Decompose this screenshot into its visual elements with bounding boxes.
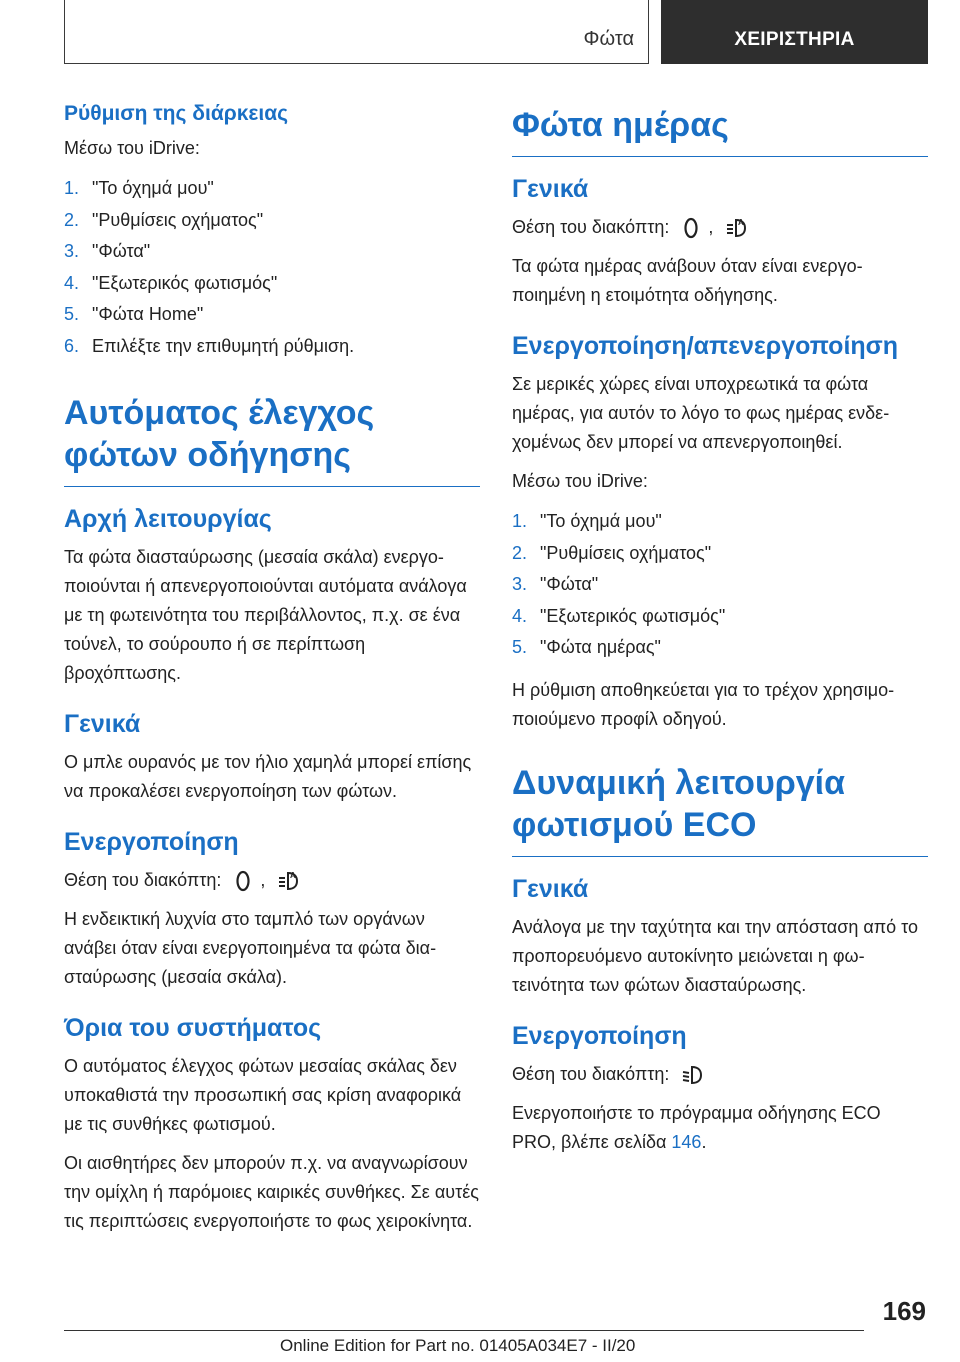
principle-title: Αρχή λειτουργίας (64, 505, 272, 533)
svg-text:A: A (290, 871, 297, 881)
eco-general-title: Γενικά (512, 874, 589, 903)
page-reference-link[interactable]: 146 (671, 1131, 702, 1152)
onoff-title: Ενεργοποίηση/απενεργοποίηση (512, 332, 899, 360)
daylight-general-text: Τα φώτα ημέρας ανάβουν όταν είναι ενεργοποιημένη η ετοιμότητα οδήγησης. (512, 256, 863, 305)
list-item: 5. "Φώτα Home" (64, 304, 204, 324)
switch-position-line: Θέση του διακόπτη: , A (64, 866, 480, 895)
list-item: 1. "Το όχημά μου" (64, 178, 214, 198)
right-column (512, 96, 928, 1167)
via-idrive-text: Μέσω του iDrive: (512, 471, 648, 491)
general-title: Γενικά (64, 710, 141, 738)
principle-text: Τα φώτα διασταύρωσης (μεσαία σκάλα) ενεργοποιούνται ή απενεργοποιούνται αυτόματα ανάλογα με τη φωτεινότητα του περιβάλλοντος, π.χ. σε ένα τούνελ, το σούρουπο ή σε περίπτωση βροχόπτωσης. (64, 547, 467, 683)
setting-saved-text: Η ρύθμιση αποθηκεύεται για το τρέχον χρησιμοποιούμενο προφίλ οδηγού. (512, 679, 895, 729)
eco-activate-text: Ενεργοποιήστε το πρόγραμμα οδήγησης ECO PRO, βλέπε σελίδα 146. (512, 1102, 881, 1152)
via-idrive-text: Μέσω του iDrive: (64, 138, 200, 158)
list-item: 5. "Φώτα ημέρας" (512, 637, 661, 657)
low-beam-icon (680, 1063, 702, 1087)
footer-divider (64, 1330, 864, 1331)
eco-activation-title: Ενεργοποίηση (512, 1021, 687, 1050)
list-item: 3. "Φώτα" (512, 574, 599, 594)
svg-text:A: A (738, 218, 745, 228)
page-number: 169 (882, 1296, 926, 1326)
activation-text: Η ενδεικτική λυχνία στο ταμπλό των οργάνων ανάβει όταν είναι ενεργοποιημένα τα φώτα διασταύρωσης (μεσαία σκάλα). (64, 909, 437, 987)
eco-general-text: Ανάλογα με την ταχύτητα και την απόσταση από το προπορευόμενο αυτοκίνητο μειώνεται η φωτεινότητα των φώτων διασταύρωσης. (512, 916, 919, 995)
limits-title: Όρια του συστήματος (64, 1014, 322, 1042)
daylight-switch-line: Θέση του διακόπτη: , A (512, 213, 928, 242)
limits-text-2: Οι αισθητήρες δεν μπορούν π.χ. να αναγνωρίσουν την ομίχλη ή παρόμοιες καιρικές συνθήκες. Σε αυτές τις περιπτώσεις ενεργοποιήστε το φως χειροκίνητα. (64, 1153, 479, 1231)
left-column (64, 96, 480, 1246)
auto-light-icon (276, 869, 298, 893)
auto-light-icon (724, 216, 746, 240)
edition-text: Online Edition for Part no. 01405A034E7 - II/20 (280, 1336, 636, 1355)
onoff-text: Σε μερικές χώρες είναι υποχρεωτικά τα φώτα ημέρας, για αυτόν το λόγο το φως ημέρας ενδεχομένως δεν μπορεί να απενεργοποιηθεί. (512, 374, 890, 452)
list-item: 6. Επιλέξτε την επιθυμητή ρύθμιση. (64, 335, 355, 356)
daylight-title: Φώτα ημέρας (512, 104, 928, 157)
section-label: ΧΕΙΡΙΣΤΗΡΙΑ (661, 0, 928, 64)
duration-steps-list (64, 173, 480, 362)
zero-position-icon (232, 869, 254, 893)
zero-position-icon (680, 216, 702, 240)
auto-headlight-title: Αυτόματος έλεγχος φώτων οδήγησης (64, 392, 480, 487)
daylight-general-title: Γενικά (512, 175, 589, 203)
list-item: 2. "Ρυθμίσεις οχήματος" (64, 209, 264, 230)
list-item: 4. "Εξωτερικός φωτισμός" (64, 272, 278, 293)
duration-setting-title: Ρύθμιση της διάρκειας (64, 102, 289, 125)
general-text: Ο μπλε ουρανός με τον ήλιο χαμηλά μπορεί επίσης να προκαλέσει ενεργοποίηση των φώτων. (64, 752, 472, 801)
daylight-steps-list (512, 506, 928, 664)
activation-title: Ενεργοποίηση (64, 828, 239, 856)
list-item: 2. "Ρυθμίσεις οχήματος" (512, 542, 712, 563)
eco-switch-line: Θέση του διακόπτη: (512, 1060, 928, 1089)
eco-lighting-title: Δυναμική λειτουργία φωτισμού ECO (512, 762, 928, 857)
list-item: 4. "Εξωτερικός φωτισμός" (512, 605, 726, 626)
limits-text-1: Ο αυτόματος έλεγχος φώτων μεσαίας σκάλας δεν υποκαθιστά την προσωπική σας κρίση αναφορικά με τις συνθήκες φωτισμού. (64, 1056, 462, 1134)
list-item: 3. "Φώτα" (64, 241, 151, 261)
list-item: 1. "Το όχημά μου" (512, 511, 662, 531)
page-header (64, 0, 928, 66)
chapter-label: Φώτα (64, 0, 649, 64)
